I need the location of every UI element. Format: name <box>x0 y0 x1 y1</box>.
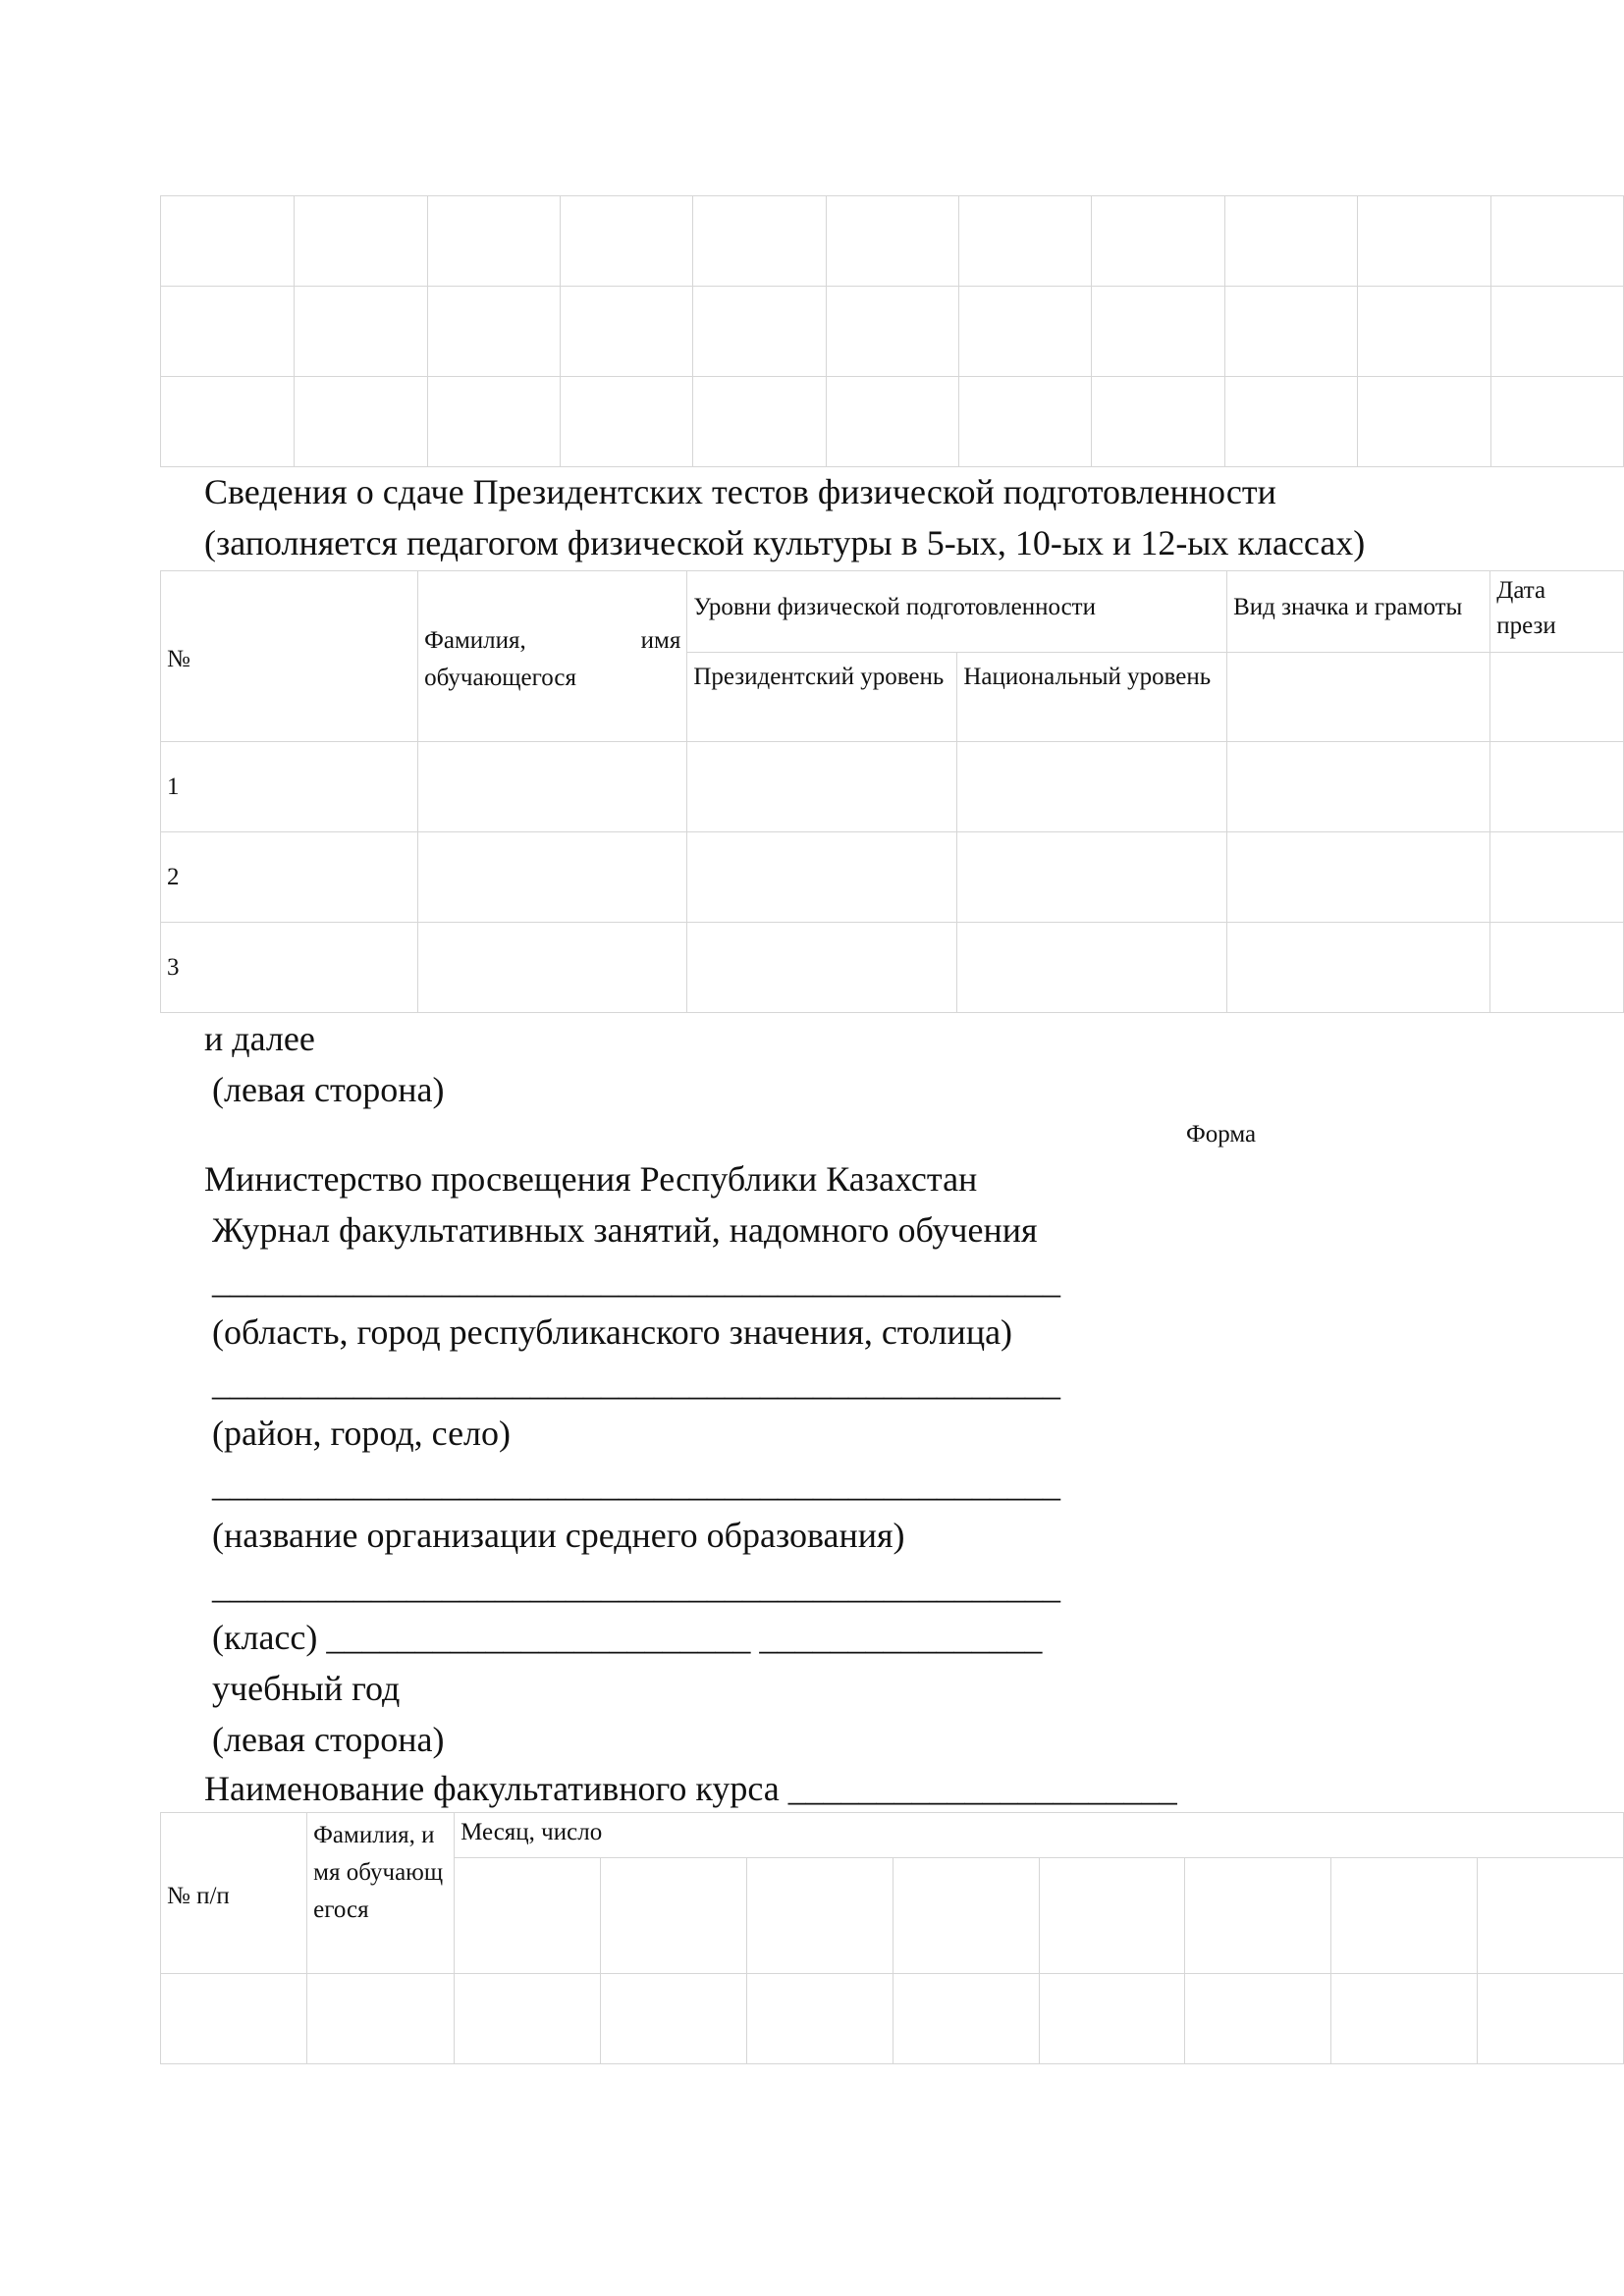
table-cell <box>1490 287 1623 377</box>
date-cell <box>746 1858 893 1974</box>
table-cell <box>295 196 427 287</box>
org-label: (название организации среднего образования) <box>212 1516 905 1555</box>
table-cell <box>1227 742 1490 832</box>
row-number-label: 3 <box>167 953 180 981</box>
table-row <box>161 1974 1624 2064</box>
header-date <box>1490 571 1624 653</box>
table-cell <box>959 287 1092 377</box>
table-cell <box>1490 377 1623 467</box>
section-subtitle: (заполняется педагогом физической культуры в 5-ых, 10-ых и 12-ых классах) <box>204 523 1366 562</box>
table-cell <box>1358 196 1490 287</box>
row-number <box>161 923 418 1013</box>
table-row <box>161 832 1624 923</box>
table-cell <box>427 196 560 287</box>
header-student-name <box>418 571 687 742</box>
header-date-part1: Дата <box>1496 577 1546 604</box>
blank-line-region: ________________________________________________ <box>212 1261 1060 1301</box>
date-cell <box>600 1858 746 1974</box>
table-cell <box>1224 377 1357 467</box>
header-badge-label: Вид значка и грамоты <box>1233 594 1463 620</box>
table-cell <box>161 377 295 467</box>
table-cell <box>826 196 958 287</box>
header-national <box>957 653 1227 742</box>
table-cell <box>1490 196 1623 287</box>
header-name-part1: Фамилия, <box>424 626 526 654</box>
school-year-label: учебный год <box>212 1669 401 1708</box>
header-month-day <box>455 1813 1624 1858</box>
table-cell <box>1490 923 1624 1013</box>
left-side-note-2: (левая сторона) <box>212 1720 445 1759</box>
table-cell <box>1358 287 1490 377</box>
table-cell <box>427 377 560 467</box>
section-title: Сведения о сдаче Президентских тестов физической подготовленности <box>204 472 1276 511</box>
table-row <box>161 287 1624 377</box>
table-row <box>161 377 1624 467</box>
header-name-part2: имя <box>640 626 681 654</box>
table-cell <box>957 832 1227 923</box>
header-num-label: № <box>167 645 190 672</box>
table-cell <box>1185 1974 1331 2064</box>
date-cell <box>1039 1858 1185 1974</box>
journal-title: Журнал факультативных занятий, надомного обучения <box>212 1210 1038 1250</box>
header-levels <box>687 571 1227 653</box>
table-cell <box>561 287 693 377</box>
presidential-tests-table <box>160 570 1624 1013</box>
header-president <box>687 653 957 742</box>
table-cell <box>161 287 295 377</box>
table-row <box>161 742 1624 832</box>
row-number <box>161 742 418 832</box>
table-cell <box>1224 287 1357 377</box>
table-cell <box>957 742 1227 832</box>
table-cell <box>561 196 693 287</box>
and-more-text: и далее <box>204 1019 315 1058</box>
journal-table <box>160 1812 1624 2064</box>
table-cell <box>1490 832 1624 923</box>
header-president-label: Президентский уровень <box>693 664 945 690</box>
table-cell <box>1092 377 1224 467</box>
table-cell <box>826 377 958 467</box>
table-cell <box>418 742 687 832</box>
table-cell <box>1224 196 1357 287</box>
district-label: (район, город, село) <box>212 1414 511 1453</box>
header-month-day-label: Месяц, число <box>460 1819 603 1845</box>
table-cell <box>1358 377 1490 467</box>
table-row <box>161 196 1624 287</box>
table-cell <box>418 923 687 1013</box>
table-cell <box>295 287 427 377</box>
header-name-line <box>424 622 680 660</box>
table-cell <box>1092 287 1224 377</box>
table-cell <box>455 1974 601 2064</box>
table-cell <box>746 1974 893 2064</box>
table-row <box>161 923 1624 1013</box>
row-number <box>161 832 418 923</box>
table-cell <box>959 377 1092 467</box>
table-header-row <box>161 571 1624 653</box>
header-student-name-label: Фамилия, имя обучающегося <box>313 1822 444 1923</box>
header-name-part3: обучающегося <box>424 664 576 691</box>
header-badge <box>1227 571 1490 653</box>
blank-line-district: ________________________________________________ <box>212 1363 1060 1403</box>
table-header-row <box>161 1813 1624 1858</box>
table-cell <box>1490 653 1624 742</box>
header-levels-label: Уровни физической подготовленности <box>693 594 1096 620</box>
class-line: (класс) ________________________ ________________ <box>212 1618 1043 1657</box>
row-number-label: 2 <box>167 863 180 890</box>
table-cell <box>693 287 826 377</box>
table-cell <box>427 287 560 377</box>
table-cell <box>1092 196 1224 287</box>
table-cell <box>307 1974 455 2064</box>
region-label: (область, город республиканского значения, столица) <box>212 1312 1013 1352</box>
blank-line-class: ________________________________________________ <box>212 1567 1060 1606</box>
table-cell <box>1227 832 1490 923</box>
blank-line-org: ________________________________________________ <box>212 1465 1060 1504</box>
header-num-pp <box>161 1813 307 1974</box>
table-cell <box>687 832 957 923</box>
header-national-label: Национальный уровень <box>963 664 1212 690</box>
table-cell <box>893 1974 1039 2064</box>
table-cell <box>693 196 826 287</box>
date-cell <box>1478 1858 1624 1974</box>
empty-grid-table <box>160 195 1624 467</box>
left-side-note: (левая сторона) <box>212 1070 445 1109</box>
table-cell <box>1478 1974 1624 2064</box>
header-num <box>161 571 418 742</box>
table-cell <box>1227 923 1490 1013</box>
ministry-title: Министерство просвещения Республики Казахстан <box>204 1159 978 1199</box>
table-cell <box>687 742 957 832</box>
table-cell <box>1039 1974 1185 2064</box>
table-cell <box>295 377 427 467</box>
date-cell <box>455 1858 601 1974</box>
date-cell <box>1331 1858 1478 1974</box>
form-label: Форма <box>1186 1121 1257 1148</box>
header-num-pp-label: № п/п <box>167 1882 230 1909</box>
table-cell <box>161 1974 307 2064</box>
table-cell <box>957 923 1227 1013</box>
table-cell <box>1490 742 1624 832</box>
table-cell <box>687 923 957 1013</box>
date-cell <box>1185 1858 1331 1974</box>
row-number-label: 1 <box>167 773 180 800</box>
date-cell <box>893 1858 1039 1974</box>
header-student-name <box>307 1813 455 1974</box>
header-date-part2: прези <box>1496 613 1556 639</box>
table-cell <box>959 196 1092 287</box>
table-cell <box>161 196 295 287</box>
table-cell <box>600 1974 746 2064</box>
course-name-line: Наименование факультативного курса ______________________ <box>204 1769 1177 1808</box>
table-cell <box>1331 1974 1478 2064</box>
table-cell <box>561 377 693 467</box>
table-cell <box>1227 653 1490 742</box>
table-cell <box>826 287 958 377</box>
table-cell <box>693 377 826 467</box>
table-cell <box>418 832 687 923</box>
